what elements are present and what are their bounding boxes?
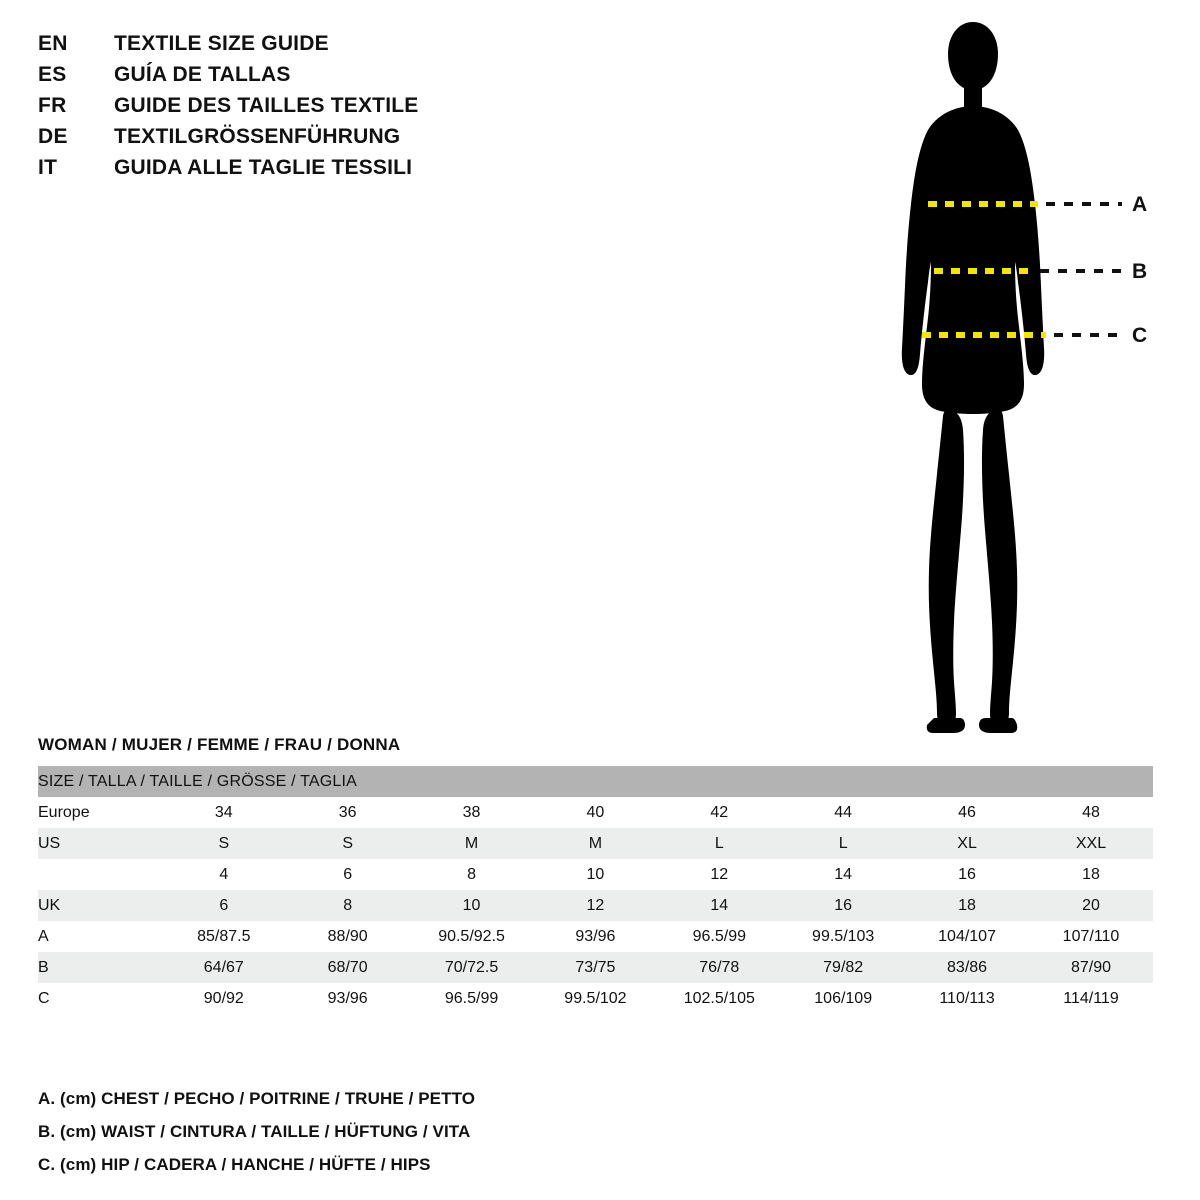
- title-lang-en: EN: [38, 32, 68, 55]
- table-row: [38, 983, 1153, 1014]
- size-table: [38, 766, 1153, 1014]
- title-text-de: TEXTILGRÖSSENFÜHRUNG: [114, 125, 401, 148]
- cell: 96.5/99: [410, 983, 534, 1014]
- cell: 104/107: [905, 921, 1029, 952]
- table-header-row: [38, 766, 1153, 797]
- cell: L: [657, 828, 781, 859]
- woman-section-heading: WOMAN / MUJER / FEMME / FRAU / DONNA: [38, 735, 401, 754]
- cell: 18: [905, 890, 1029, 921]
- cell: 10: [410, 890, 534, 921]
- cell: 4: [162, 859, 286, 890]
- cell: 68/70: [286, 952, 410, 983]
- cell: S: [286, 828, 410, 859]
- marker-label-c: C: [1132, 324, 1148, 347]
- cell: S: [162, 828, 286, 859]
- cell: 93/96: [534, 921, 658, 952]
- cell: 14: [781, 859, 905, 890]
- cell: XXL: [1029, 828, 1153, 859]
- cell: 16: [781, 890, 905, 921]
- cell: 44: [781, 797, 905, 828]
- cell: M: [534, 828, 658, 859]
- row-label: UK: [38, 890, 162, 921]
- cell: 99.5/103: [781, 921, 905, 952]
- cell: 93/96: [286, 983, 410, 1014]
- cell: 90.5/92.5: [410, 921, 534, 952]
- cell: 12: [657, 859, 781, 890]
- title-block: [38, 32, 558, 187]
- cell: 83/86: [905, 952, 1029, 983]
- cell: 8: [286, 890, 410, 921]
- title-row-de: [38, 125, 558, 156]
- cell: 90/92: [162, 983, 286, 1014]
- cell: 14: [657, 890, 781, 921]
- cell: 8: [410, 859, 534, 890]
- cell: 99.5/102: [534, 983, 658, 1014]
- table-header-label: SIZE / TALLA / TAILLE / GRÖSSE / TAGLIA: [38, 766, 1153, 797]
- cell: L: [781, 828, 905, 859]
- cell: 102.5/105: [657, 983, 781, 1014]
- body-figure: [860, 18, 1190, 758]
- footnotes: [38, 1090, 738, 1189]
- row-label: B: [38, 952, 162, 983]
- female-body-silhouette-icon: [860, 18, 1190, 758]
- title-row-fr: [38, 94, 558, 125]
- table-row: [38, 859, 1153, 890]
- marker-label-b: B: [1132, 260, 1148, 283]
- row-label: A: [38, 921, 162, 952]
- table-row: [38, 797, 1153, 828]
- title-lang-de: DE: [38, 125, 68, 148]
- cell: 79/82: [781, 952, 905, 983]
- cell: 36: [286, 797, 410, 828]
- cell: 70/72.5: [410, 952, 534, 983]
- row-label: [38, 859, 162, 890]
- cell: 106/109: [781, 983, 905, 1014]
- footnote-b: B. (cm) WAIST / CINTURA / TAILLE / HÜFTUNG / VITA: [38, 1122, 471, 1141]
- cell: 10: [534, 859, 658, 890]
- cell: XL: [905, 828, 1029, 859]
- row-label: US: [38, 828, 162, 859]
- cell: 87/90: [1029, 952, 1153, 983]
- cell: 40: [534, 797, 658, 828]
- marker-label-a: A: [1132, 193, 1148, 216]
- cell: 46: [905, 797, 1029, 828]
- title-row-it: [38, 156, 558, 187]
- title-text-it: GUIDA ALLE TAGLIE TESSILI: [114, 156, 413, 179]
- cell: 96.5/99: [657, 921, 781, 952]
- cell: 48: [1029, 797, 1153, 828]
- cell: 110/113: [905, 983, 1029, 1014]
- title-lang-fr: FR: [38, 94, 67, 117]
- cell: 76/78: [657, 952, 781, 983]
- cell: 114/119: [1029, 983, 1153, 1014]
- cell: 6: [286, 859, 410, 890]
- title-row-en: [38, 32, 558, 63]
- size-table-section: [38, 735, 1168, 1014]
- table-row: [38, 828, 1153, 859]
- cell: 42: [657, 797, 781, 828]
- cell: 16: [905, 859, 1029, 890]
- table-row: [38, 921, 1153, 952]
- table-row: [38, 952, 1153, 983]
- footnote-c: C. (cm) HIP / CADERA / HANCHE / HÜFTE / HIPS: [38, 1155, 431, 1174]
- cell: 12: [534, 890, 658, 921]
- cell: 107/110: [1029, 921, 1153, 952]
- cell: 88/90: [286, 921, 410, 952]
- title-row-es: [38, 63, 558, 94]
- row-label: C: [38, 983, 162, 1014]
- title-text-fr: GUIDE DES TAILLES TEXTILE: [114, 94, 419, 117]
- cell: 38: [410, 797, 534, 828]
- title-lang-es: ES: [38, 63, 67, 86]
- table-row: [38, 890, 1153, 921]
- cell: 20: [1029, 890, 1153, 921]
- title-text-es: GUÍA DE TALLAS: [114, 63, 291, 86]
- cell: 73/75: [534, 952, 658, 983]
- cell: 64/67: [162, 952, 286, 983]
- footnote-a: A. (cm) CHEST / PECHO / POITRINE / TRUHE / PETTO: [38, 1089, 476, 1108]
- cell: 34: [162, 797, 286, 828]
- title-text-en: TEXTILE SIZE GUIDE: [114, 32, 329, 55]
- row-label: Europe: [38, 797, 162, 828]
- cell: 18: [1029, 859, 1153, 890]
- title-lang-it: IT: [38, 156, 58, 179]
- cell: 6: [162, 890, 286, 921]
- cell: M: [410, 828, 534, 859]
- cell: 85/87.5: [162, 921, 286, 952]
